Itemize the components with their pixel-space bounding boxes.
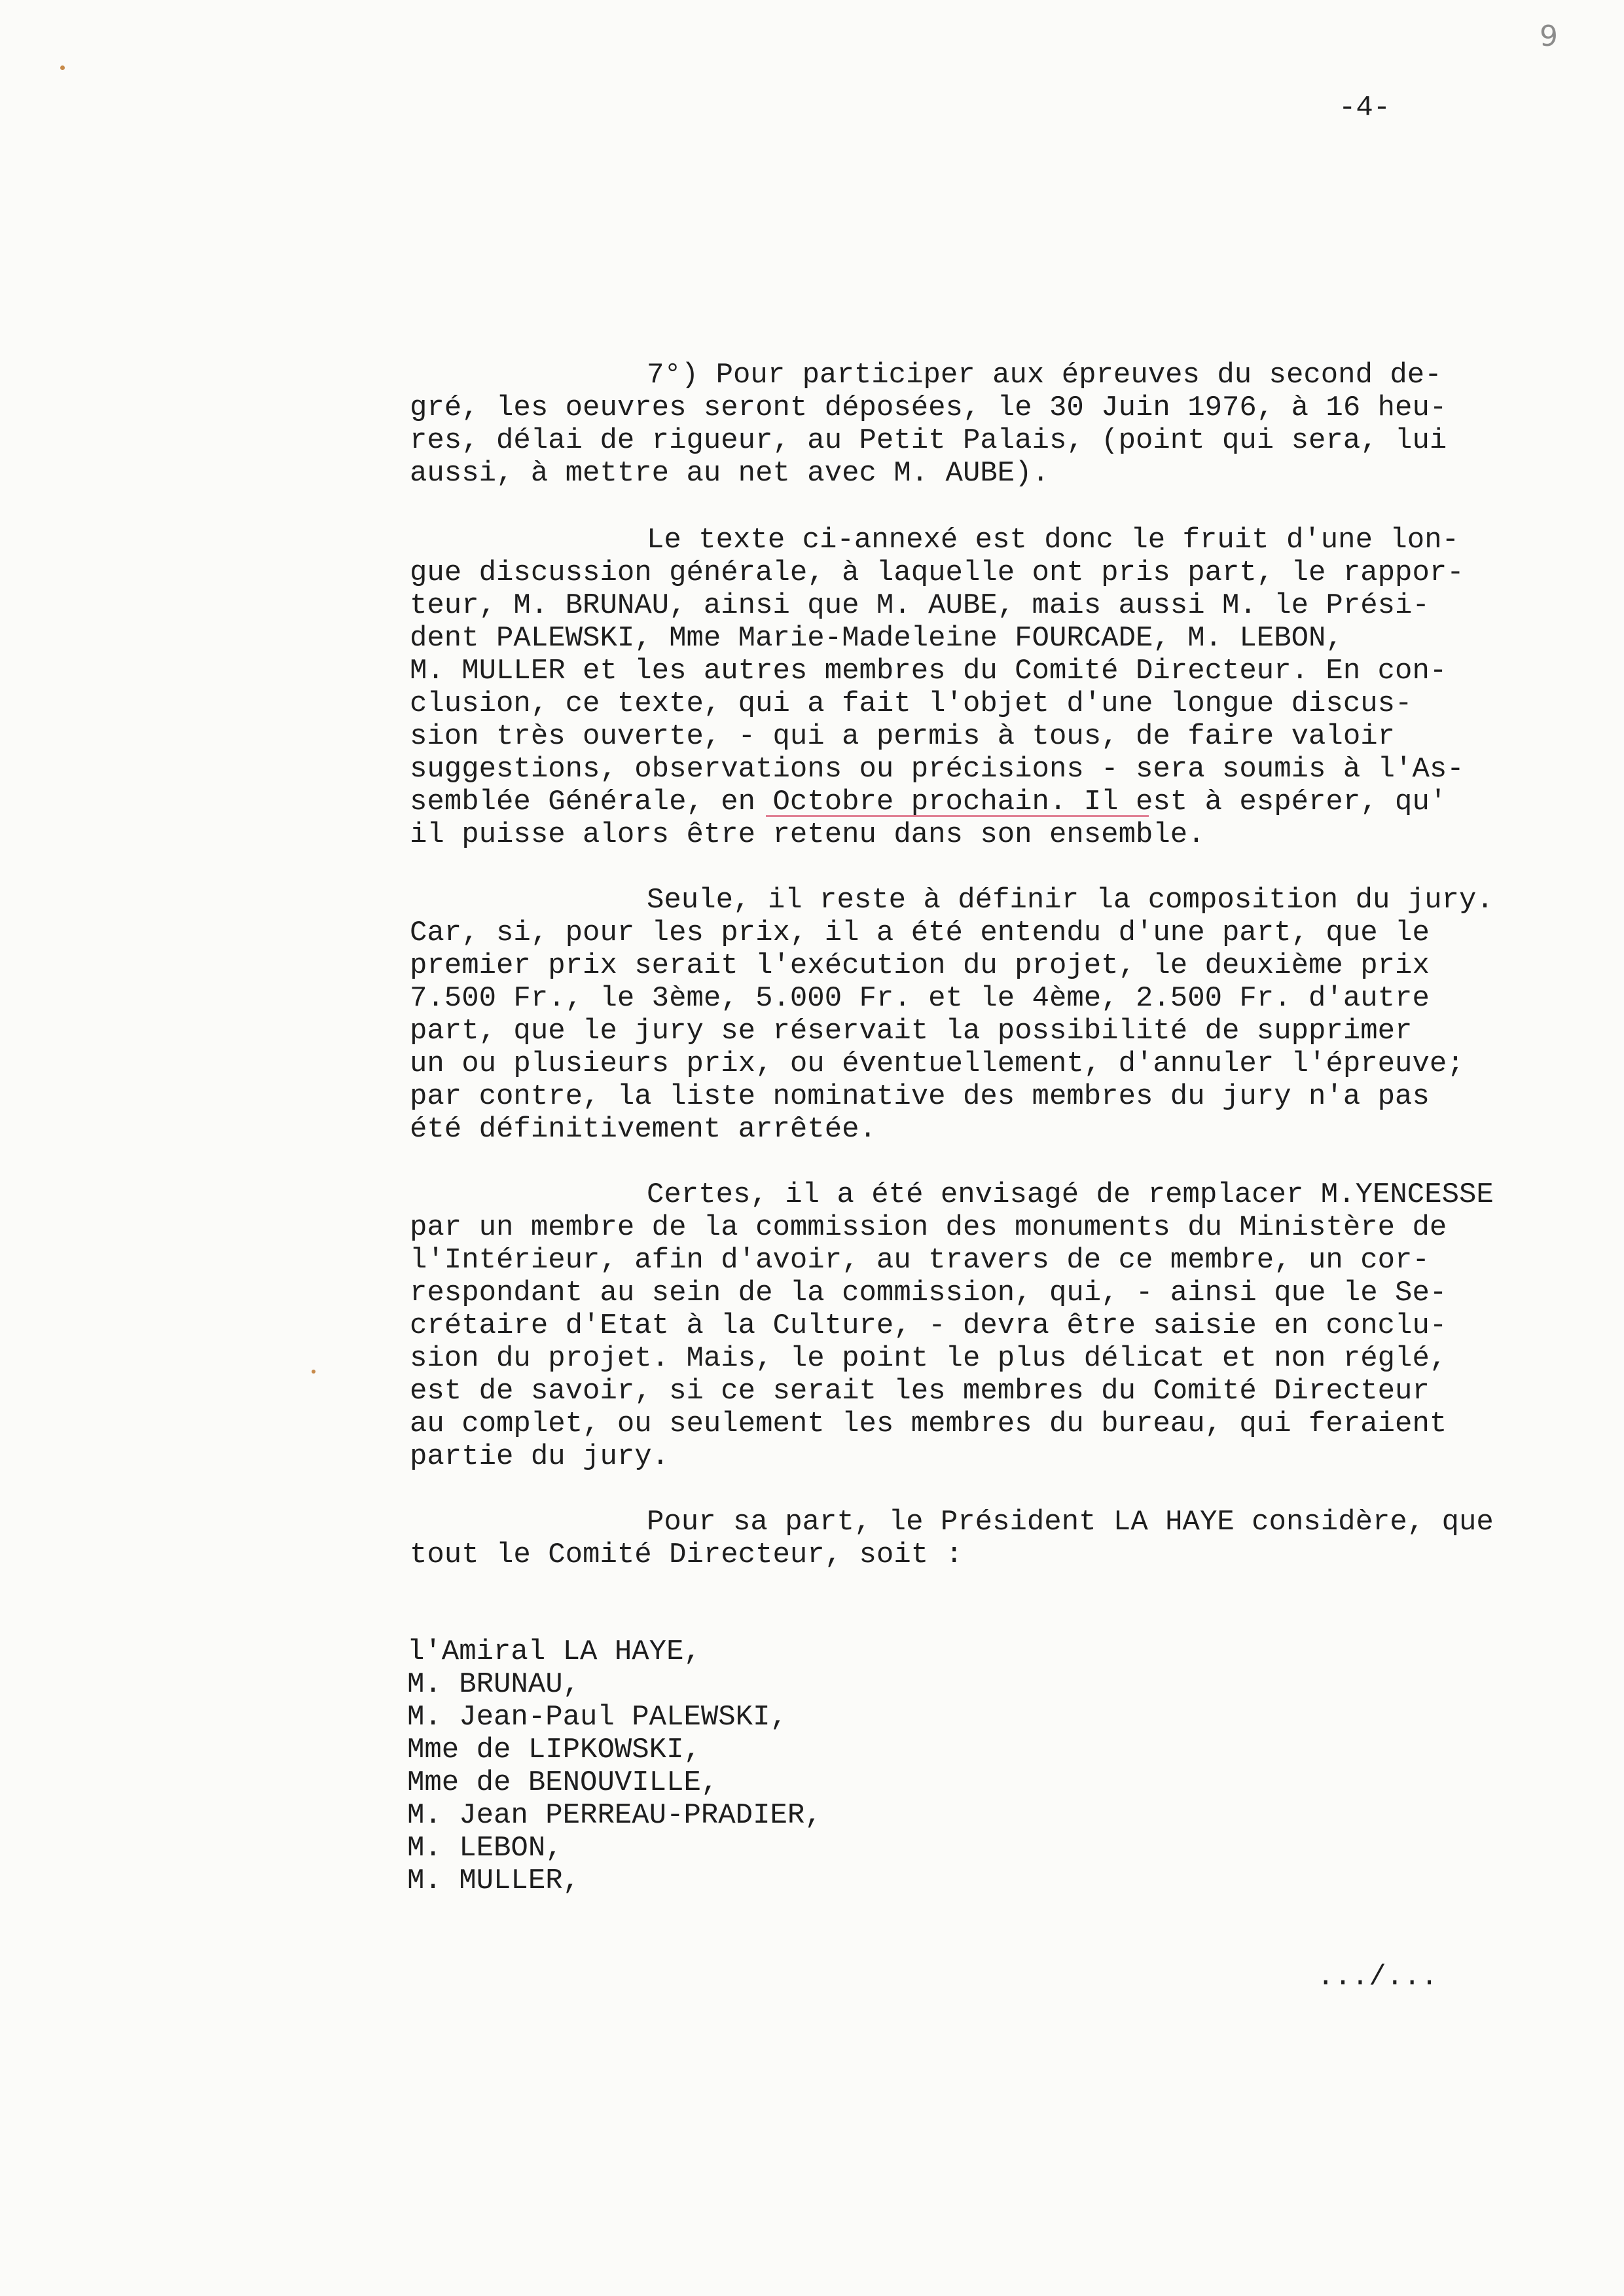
page-number: -4-	[1339, 92, 1391, 124]
text-line: Certes, il a été envisagé de remplacer M.YENCESSE	[647, 1178, 1494, 1211]
text-line: crétaire d'Etat à la Culture, - devra être saisie en conclu-	[410, 1309, 1447, 1342]
text-line: gue discussion générale, à laquelle ont pris part, le rappor-	[410, 556, 1464, 589]
handwritten-page-number: 9	[1540, 20, 1558, 53]
pen-underline-mark	[766, 815, 1149, 817]
text-line: au complet, ou seulement les membres du bureau, qui feraient	[410, 1408, 1447, 1440]
text-line: sion du projet. Mais, le point le plus délicat et non réglé,	[410, 1342, 1447, 1375]
text-line: Car, si, pour les prix, il a été entendu d'une part, que le	[410, 917, 1430, 949]
text-line: suggestions, observations ou précisions - sera soumis à l'As-	[410, 753, 1464, 786]
list-item: M. BRUNAU,	[407, 1668, 581, 1701]
text-line: gré, les oeuvres seront déposées, le 30 Juin 1976, à 16 heu-	[410, 392, 1447, 424]
paper-speck	[312, 1370, 316, 1374]
list-item: Mme de LIPKOWSKI,	[407, 1734, 701, 1766]
list-item: l'Amiral LA HAYE,	[407, 1635, 701, 1668]
list-item: M. Jean PERREAU-PRADIER,	[407, 1799, 822, 1832]
text-line: 7.500 Fr., le 3ème, 5.000 Fr. et le 4ème, 2.500 Fr. d'autre	[410, 982, 1430, 1015]
text-line: dent PALEWSKI, Mme Marie-Madeleine FOURCADE, M. LEBON,	[410, 622, 1343, 655]
text-line: un ou plusieurs prix, ou éventuellement, d'annuler l'épreuve;	[410, 1048, 1464, 1080]
text-line: teur, M. BRUNAU, ainsi que M. AUBE, mais aussi M. le Prési-	[410, 589, 1430, 622]
list-item: Mme de BENOUVILLE,	[407, 1766, 719, 1799]
text-line: clusion, ce texte, qui a fait l'objet d'une longue discus-	[410, 687, 1413, 720]
continuation-mark: .../...	[1317, 1961, 1438, 1994]
text-line: partie du jury.	[410, 1440, 670, 1473]
text-line: res, délai de rigueur, au Petit Palais, (point qui sera, lui	[410, 424, 1447, 457]
text-line: l'Intérieur, afin d'avoir, au travers de ce membre, un cor-	[410, 1244, 1430, 1277]
list-item: M. Jean-Paul PALEWSKI,	[407, 1701, 787, 1734]
paper-speck	[60, 65, 65, 70]
text-line: il puisse alors être retenu dans son ensemble.	[410, 818, 1205, 851]
text-line: par contre, la liste nominative des membres du jury n'a pas	[410, 1080, 1430, 1113]
text-line: par un membre de la commission des monuments du Ministère de	[410, 1211, 1447, 1244]
text-line: sion très ouverte, - qui a permis à tous, de faire valoir	[410, 720, 1396, 753]
text-line: aussi, à mettre au net avec M. AUBE).	[410, 457, 1049, 490]
text-line: M. MULLER et les autres membres du Comité Directeur. En con-	[410, 655, 1447, 687]
text-line: respondant au sein de la commission, qui, - ainsi que le Se-	[410, 1277, 1447, 1309]
text-line: Seule, il reste à définir la composition du jury.	[647, 884, 1494, 917]
list-item: M. MULLER,	[407, 1865, 581, 1897]
text-line: semblée Générale, en Octobre prochain. Il est à espérer, qu'	[410, 786, 1447, 818]
text-line: est de savoir, si ce serait les membres du Comité Directeur	[410, 1375, 1430, 1408]
text-line: part, que le jury se réservait la possibilité de supprimer	[410, 1015, 1413, 1048]
text-line: Pour sa part, le Président LA HAYE considère, que	[647, 1506, 1494, 1539]
text-line: tout le Comité Directeur, soit :	[410, 1539, 963, 1571]
text-line: premier prix serait l'exécution du projet, le deuxième prix	[410, 949, 1430, 982]
text-line: Le texte ci-annexé est donc le fruit d'une lon-	[647, 524, 1460, 556]
list-item: M. LEBON,	[407, 1832, 563, 1865]
text-line: été définitivement arrêtée.	[410, 1113, 876, 1146]
text-line: 7°) Pour participer aux épreuves du second de-	[647, 359, 1442, 392]
